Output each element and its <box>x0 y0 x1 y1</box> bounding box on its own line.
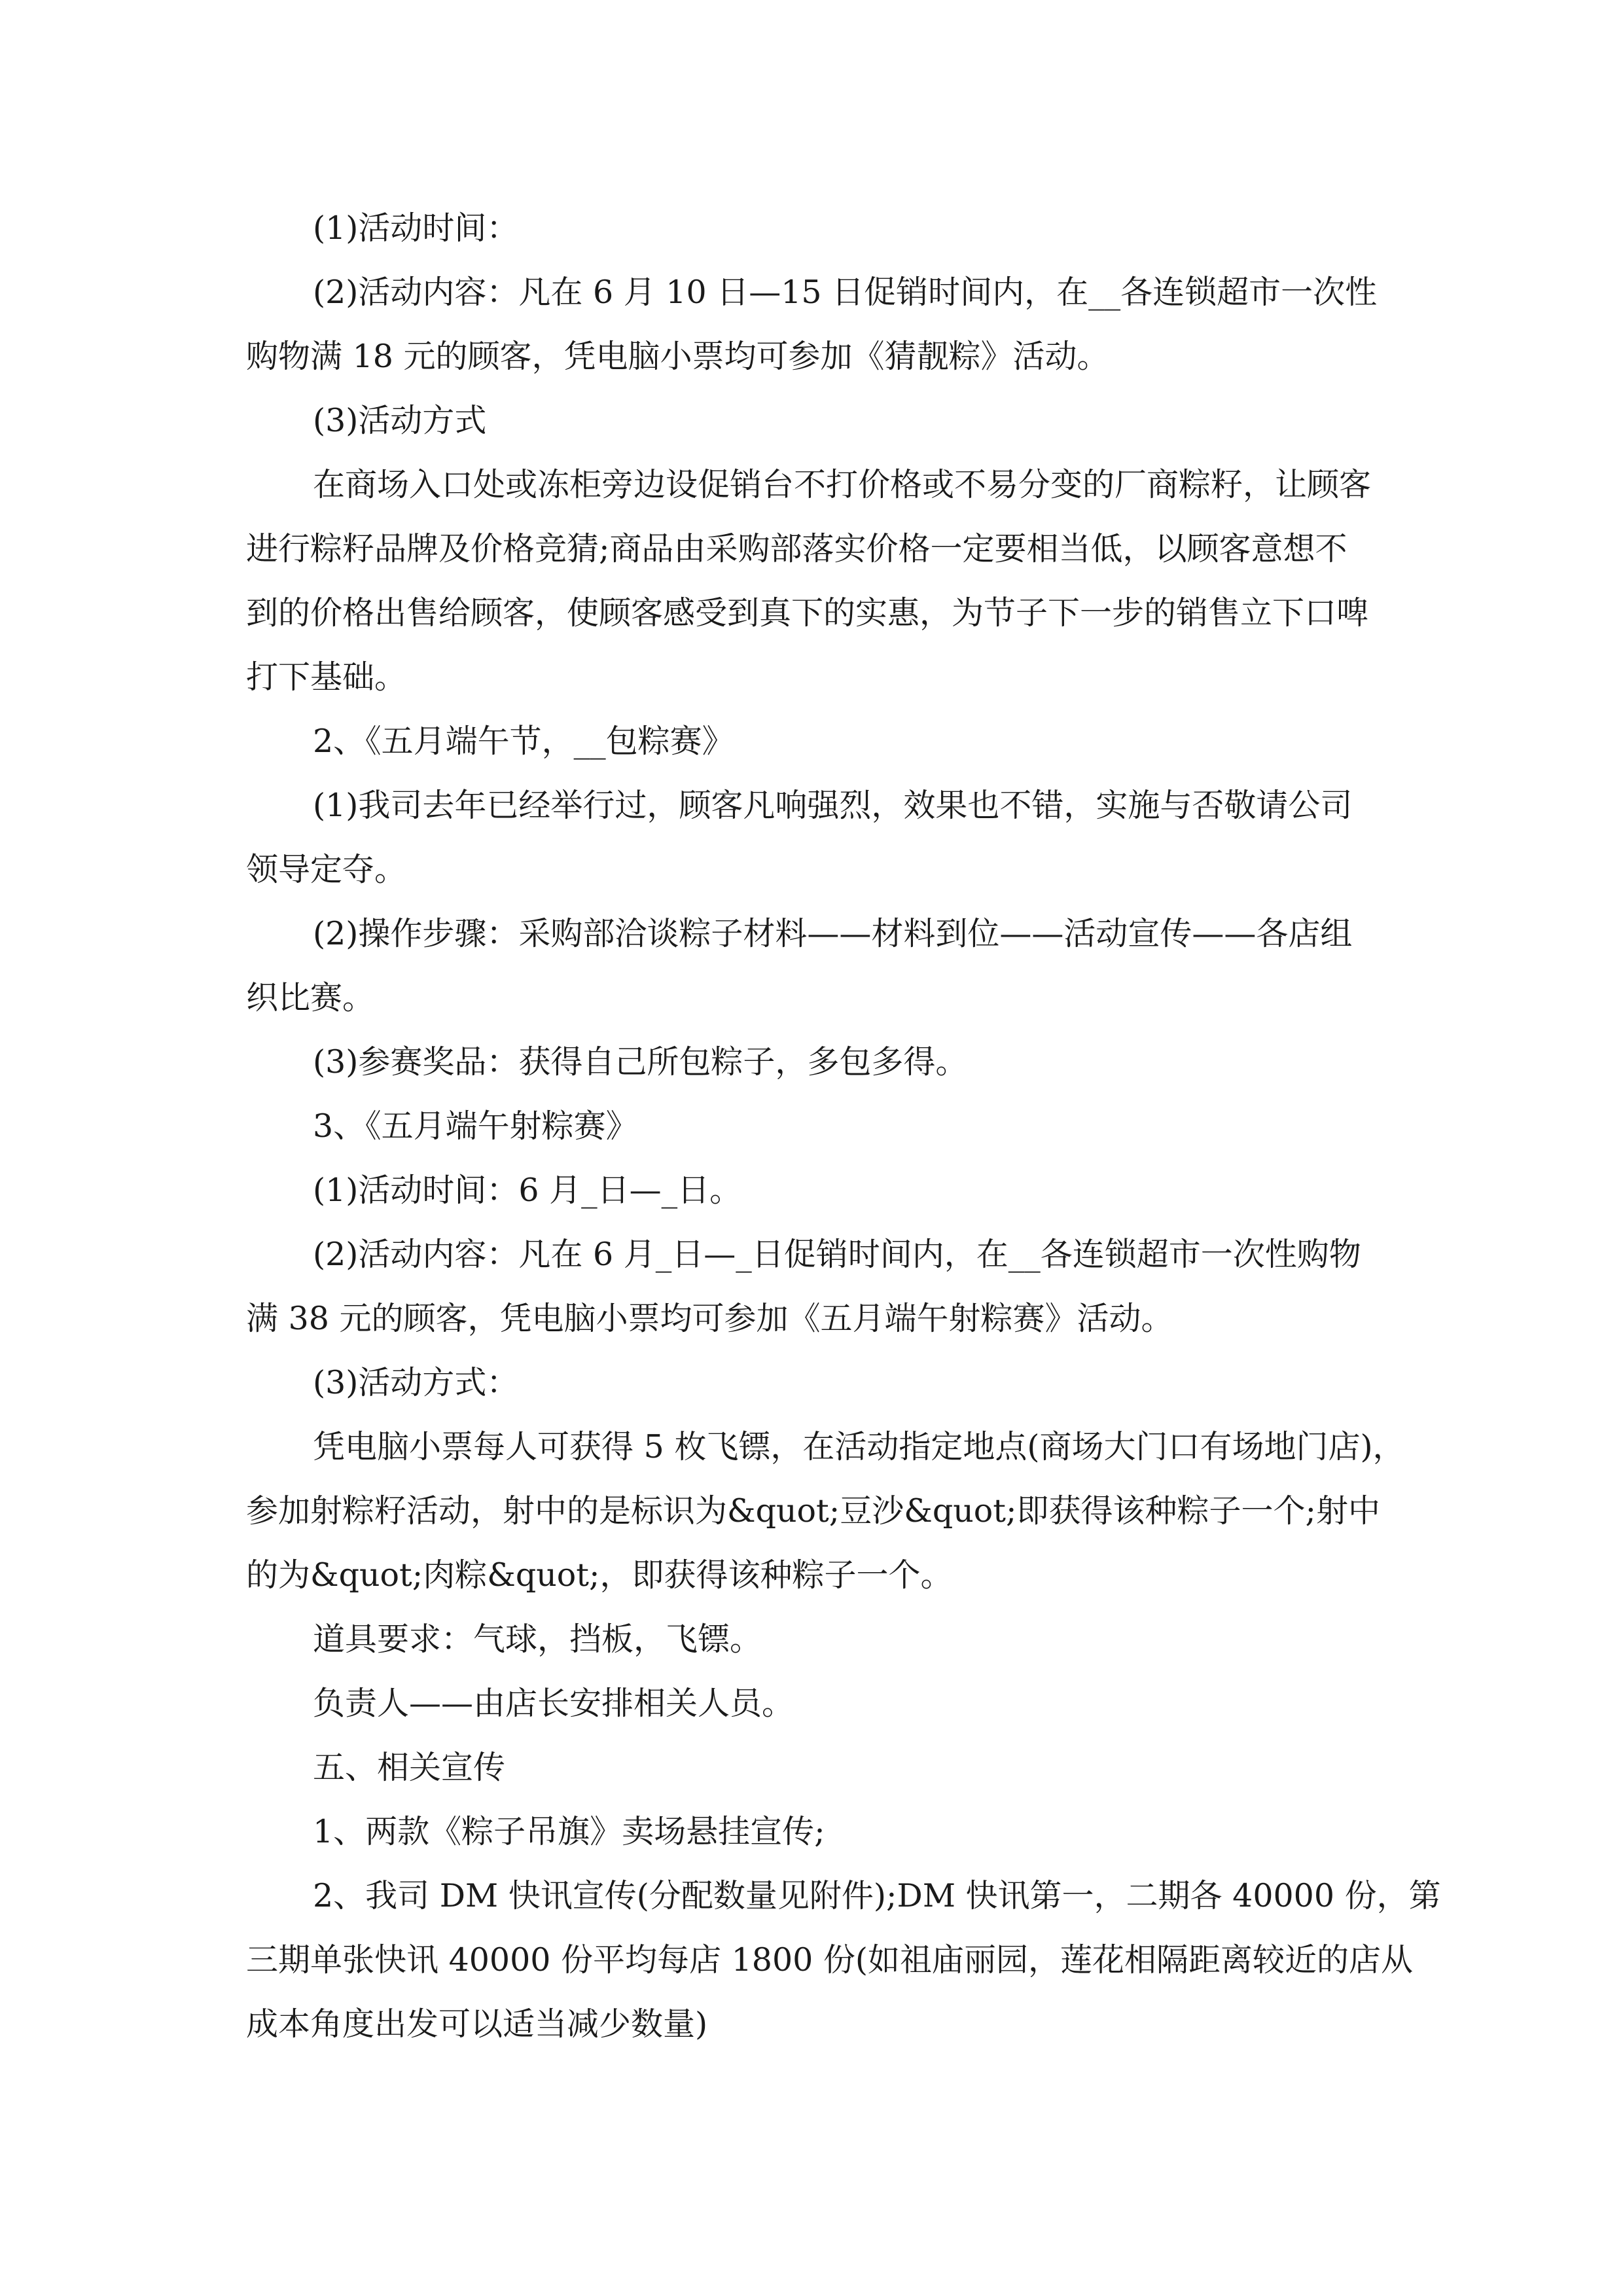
text-line: (2)操作步骤：采购部洽谈粽子材料——材料到位——活动宣传——各店组 <box>313 915 1353 952</box>
text-line: 道具要求：气球，挡板，飞镖。 <box>313 1621 762 1658</box>
text-line: (3)活动方式： <box>313 1364 519 1401</box>
text-line: 三期单张快讯 40000 份平均每店 1800 份(如祖庙丽园，莲花相隔距离较近的店从 <box>246 1941 1413 1979</box>
text-line: 进行粽籽品牌及价格竞猜;商品由采购部落实价格一定要相当低，以顾客意想不 <box>246 530 1347 567</box>
document-body <box>246 196 1441 2056</box>
text-line: 织比赛。 <box>246 979 375 1016</box>
text-line: 负责人——由店长安排相关人员。 <box>313 1685 794 1722</box>
text-line: (3)活动方式 <box>313 402 487 439</box>
text-line: (2)活动内容：凡在 6 月_日—_日促销时间内，在__各连锁超市一次性购物 <box>313 1236 1361 1273</box>
text-line: (1)我司去年已经举行过，顾客凡响强烈，效果也不错，实施与否敬请公司 <box>313 787 1353 824</box>
text-line: 满 38 元的顾客，凭电脑小票均可参加《五月端午射粽赛》活动。 <box>246 1300 1173 1337</box>
text-line: 打下基础。 <box>246 658 407 696</box>
text-line: 领导定夺。 <box>246 851 407 888</box>
text-line: 凭电脑小票每人可获得 5 枚飞镖，在活动指定地点(商场大门口有场地门店)， <box>313 1428 1405 1465</box>
text-line: (1)活动时间： <box>313 209 519 247</box>
text-line: 五、相关宣传 <box>313 1749 506 1786</box>
text-line: 的为&quot;肉粽&quot;，即获得该种粽子一个。 <box>246 1556 953 1594</box>
text-line: 2、《五月端午节，__包粽赛》 <box>313 723 734 760</box>
text-line: 1、两款《粽子吊旗》卖场悬挂宣传; <box>313 1813 825 1850</box>
text-line: 在商场入口处或冻柜旁边设促销台不打价格或不易分变的厂商粽籽，让顾客 <box>313 466 1372 503</box>
text-line: 参加射粽籽活动，射中的是标识为&quot;豆沙&quot;即获得该种粽子一个;射中 <box>246 1492 1380 1530</box>
text-line: 到的价格出售给顾客，使顾客感受到真下的实惠，为节子下一步的销售立下口啤 <box>246 594 1369 632</box>
text-line: 3、《五月端午射粽赛》 <box>313 1107 638 1145</box>
text-line: 购物满 18 元的顾客，凭电脑小票均可参加《猜靓粽》活动。 <box>246 338 1109 375</box>
text-line: (1)活动时间：6 月_日—_日。 <box>313 1172 742 1209</box>
text-line: 2、我司 DM 快讯宣传(分配数量见附件);DM 快讯第一，二期各 40000 份，第 <box>313 1877 1441 1914</box>
text-line: (2)活动内容：凡在 6 月 10 日—15 日促销时间内，在__各连锁超市一次性 <box>313 274 1378 311</box>
text-line: (3)参赛奖品：获得自己所包粽子，多包多得。 <box>313 1043 968 1081</box>
text-line: 成本角度出发可以适当减少数量) <box>246 2005 708 2043</box>
